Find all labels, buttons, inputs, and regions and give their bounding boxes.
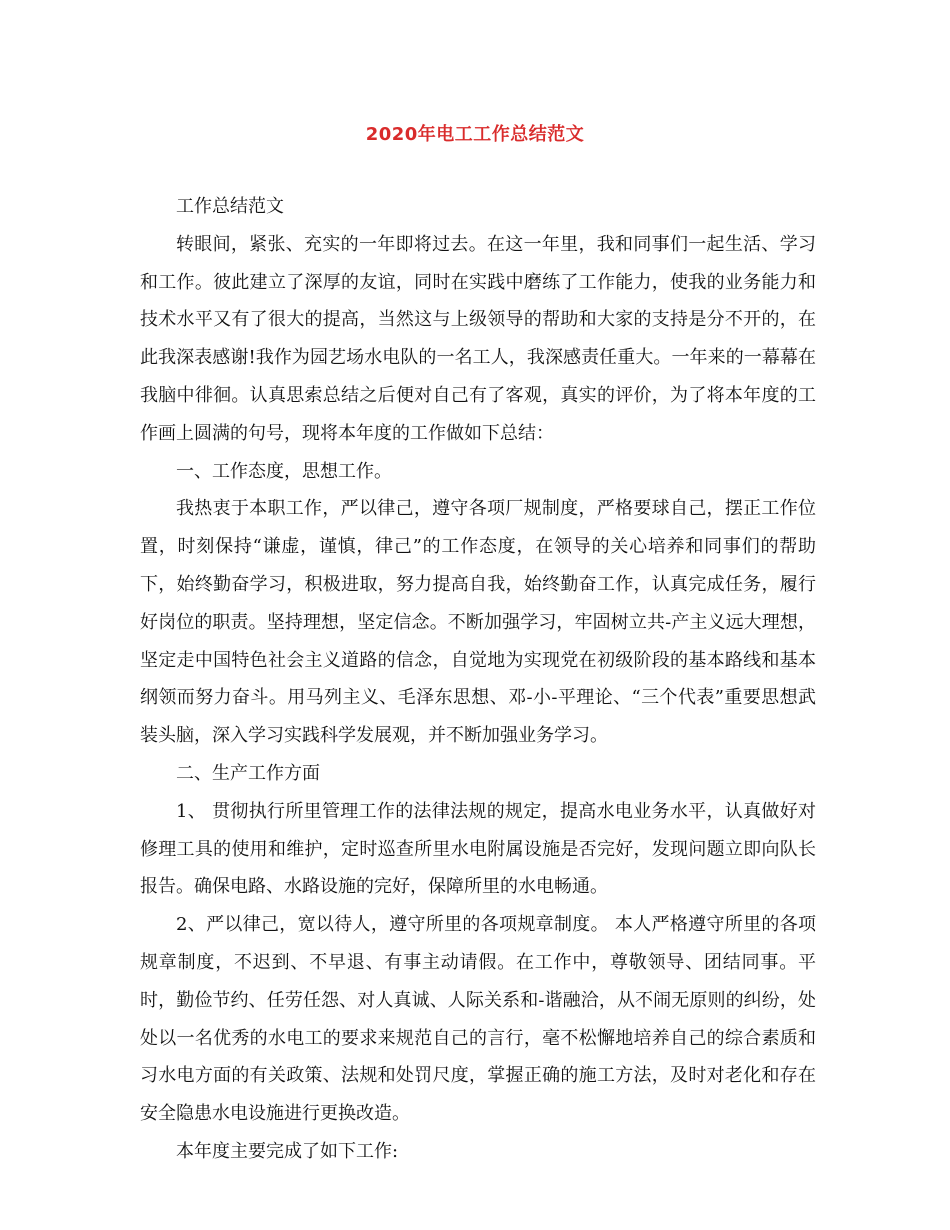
paragraph-attitude: 我热衷于本职工作，严以律己，遵守各项厂规制度，严格要球自己，摆正工作位置，时刻保持“谦虚，谨慎，律己”的工作态度，在领导的关心培养和同事们的帮助下，始终勤奋学习，积极进取，努力提高自我，始终勤奋工作，认真完成任务，履行好岗位的职责。坚持理想，坚定信念。不断加强学习，牢固树立共-产主义远大理想，坚定走中国特色社会主义道路的信念，自觉地为实现党在初级阶段的基本路线和基本纲领而努力奋斗。用马列主义、毛泽东思想、邓-小-平理论、“三个代表”重要思想武装头脑，深入学习实践科学发展观，并不断加强业务学习。 [140,498,816,747]
paragraph-item-1: 1、 贯彻执行所里管理工作的法律法规的规定，提高水电业务水平，认真做好对修理工具的使用和维护，定时巡查所里水电附属设施是否完好，发现问题立即向队长报告。确保电路、水路设施的完好，保障所里的水电畅通。 [140,800,816,898]
document-body [140,188,816,1171]
section-heading-production: 二、生产工作方面 [176,762,320,784]
section-heading-attitude: 一、工作态度，思想工作。 [176,460,392,482]
paragraph-completed-work: 本年度主要完成了如下工作: [176,1140,399,1162]
paragraph-intro: 转眼间，紧张、充实的一年即将过去。在这一年里，我和同事们一起生活、学习和工作。彼此建立了深厚的友谊，同时在实践中磨练了工作能力，使我的业务能力和技术水平又有了很大的提高，当然这与上级领导的帮助和大家的支持是分不开的，在此我深表感谢!我作为园艺场水电队的一名工人，我深感责任重大。一年来的一幕幕在我脑中徘徊。认真思索总结之后便对自己有了客观，真实的评价，为了将本年度的工作画上圆满的句号，现将本年度的工作做如下总结： [140,233,816,444]
document-title: 2020年电工工作总结范文 [365,124,585,145]
paragraph-heading: 工作总结范文 [176,196,284,217]
paragraph-item-2: 2、严以律己，宽以待人，遵守所里的各项规章制度。 本人严格遵守所里的各项规章制度，不迟到、不早退、有事主动请假。在工作中，尊敬领导、团结同事。平时，勤俭节约、任劳任怨、对人真诚、人际关系和-谐融洽，从不闹无原则的纠纷，处处以一名优秀的水电工的要求来规范自己的言行，毫不松懈地培养自己的综合素质和习水电方面的有关政策、法规和处罚尺度，掌握正确的施工方法，及时对老化和存在安全隐患水电设施进行更换改造。 [140,914,816,1125]
